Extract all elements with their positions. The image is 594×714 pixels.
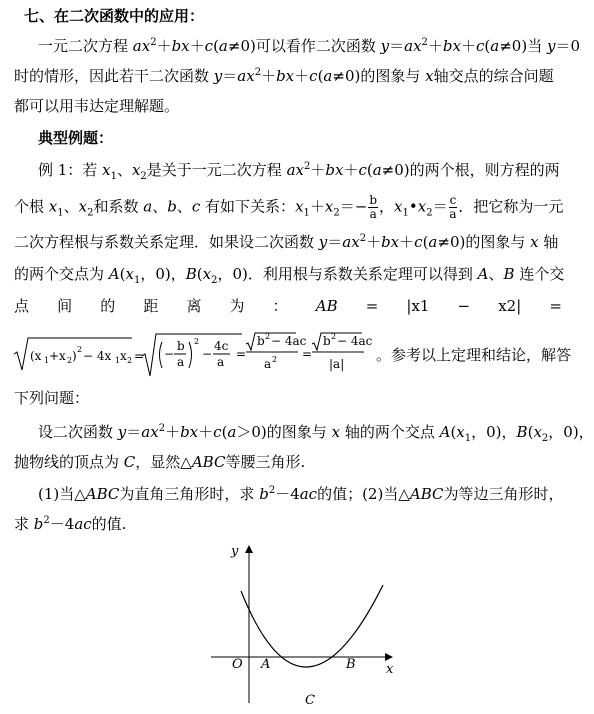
- point-a-label: A: [261, 657, 271, 672]
- example1-line-1: 例 1：若 $x_1$、$x_2$是关于一元二次方程 $ax^2+bx+c(a\ne 0)$的两个根，则方程的两: [38, 161, 560, 182]
- svg-text:2: 2: [127, 356, 133, 365]
- x-axis-label: x: [386, 662, 394, 677]
- x-axis-arrow: [385, 653, 393, 661]
- section-title: 七、在二次函数中的应用：: [24, 7, 205, 25]
- svg-text:1: 1: [44, 356, 50, 365]
- svg-text:−: −: [164, 347, 175, 361]
- distance-formula: [14, 330, 572, 378]
- svg-text:−: −: [202, 347, 213, 361]
- problem-line-2: 抛物线的顶点为 C，显然△ABC等腰三角形.: [14, 453, 306, 471]
- svg-text:+x: +x: [49, 349, 66, 363]
- y-axis-arrow: [245, 545, 253, 553]
- svg-text:x: x: [120, 349, 127, 363]
- point-c-label: C: [305, 693, 315, 708]
- svg-text:2: 2: [272, 355, 278, 364]
- svg-text:2: 2: [77, 345, 83, 354]
- problem-line-3: (1)当△ABC为直角三角形时，求 $b^2-4ac$的值；(2)当△ABC为等边三角形时，: [38, 485, 564, 503]
- svg-text:a: a: [264, 357, 272, 371]
- svg-text:(x: (x: [30, 349, 42, 363]
- svg-text:a: a: [177, 355, 185, 369]
- svg-text:4c: 4c: [214, 339, 229, 353]
- svg-text:=: =: [134, 349, 145, 363]
- svg-text:2: 2: [265, 332, 271, 341]
- parabola-curve: [241, 585, 383, 667]
- svg-text:− 4ac: − 4ac: [271, 334, 307, 348]
- origin-label: O: [232, 657, 243, 672]
- example1-line-7: 下列问题：: [14, 389, 90, 407]
- intro-line-3: 都可以用韦达定理解题。: [14, 97, 180, 115]
- svg-text:b: b: [323, 334, 331, 348]
- example1-line-4: 的两个交点为 $A(x_1$，0)，$B(x_2$，0)．利用根与系数关系定理可以得到 A、B 连个交: [14, 265, 565, 286]
- svg-text:− 4x: − 4x: [83, 349, 112, 363]
- problem-line-4: 求 $b^2-4ac$的值.: [14, 515, 127, 533]
- examples-heading: 典型例题：: [38, 129, 114, 147]
- svg-text:2: 2: [194, 337, 200, 346]
- y-axis-label: y: [231, 544, 239, 559]
- svg-text:): ): [72, 349, 77, 363]
- example1-line-5: 点 间 的 距 离 为 ： AB = |x1 − x2| =: [14, 297, 562, 315]
- point-b-label: B: [346, 657, 356, 672]
- problem-line-1: 设二次函数 $y=ax^2+bx+c(a>0)$的图象与 x 轴的两个交点 $A(x_1$，0)，$B(x_2$，0)，: [38, 423, 594, 444]
- svg-text:− 4ac: − 4ac: [337, 334, 373, 348]
- distance-formula-svg: [14, 330, 394, 378]
- svg-text:=: =: [236, 347, 247, 361]
- svg-text:2: 2: [331, 332, 337, 341]
- svg-text:b: b: [257, 334, 265, 348]
- example1-line-3: 二次方程根与系数关系定理．如果设二次函数 $y=ax^2+bx+c(a\ne 0)$的图象与 x 轴: [14, 233, 559, 251]
- intro-line-1: 一元二次方程 $ax^2+bx+c(a\ne 0)$可以看作二次函数 $y=ax^2+bx+c(a\ne 0)$当 y＝0: [38, 37, 580, 55]
- svg-text:a: a: [217, 355, 225, 369]
- svg-text:=: =: [302, 347, 313, 361]
- svg-text:|a|: |a|: [329, 357, 345, 371]
- example1-line-2: 个根 $x_1$、$x_2$和系数 a、b、c 有如下关系：$x_1+x_2=-$ $\frac{b}{a}$ ，$x_1•x_2=$ $\frac{c}{a}$ ．把它称为一元: [14, 193, 564, 221]
- intro-line-2: 时的情形，因此若干二次函数 $y=ax^2+bx+c(a\ne 0)$的图象与 x轴交点的综合问题: [14, 67, 554, 85]
- svg-text:2: 2: [67, 356, 73, 365]
- svg-text:1: 1: [115, 356, 121, 365]
- formula-tail-text: 。参考以上定理和结论，解答: [376, 346, 572, 364]
- parabola-graph: [205, 541, 400, 711]
- svg-text:b: b: [177, 339, 185, 353]
